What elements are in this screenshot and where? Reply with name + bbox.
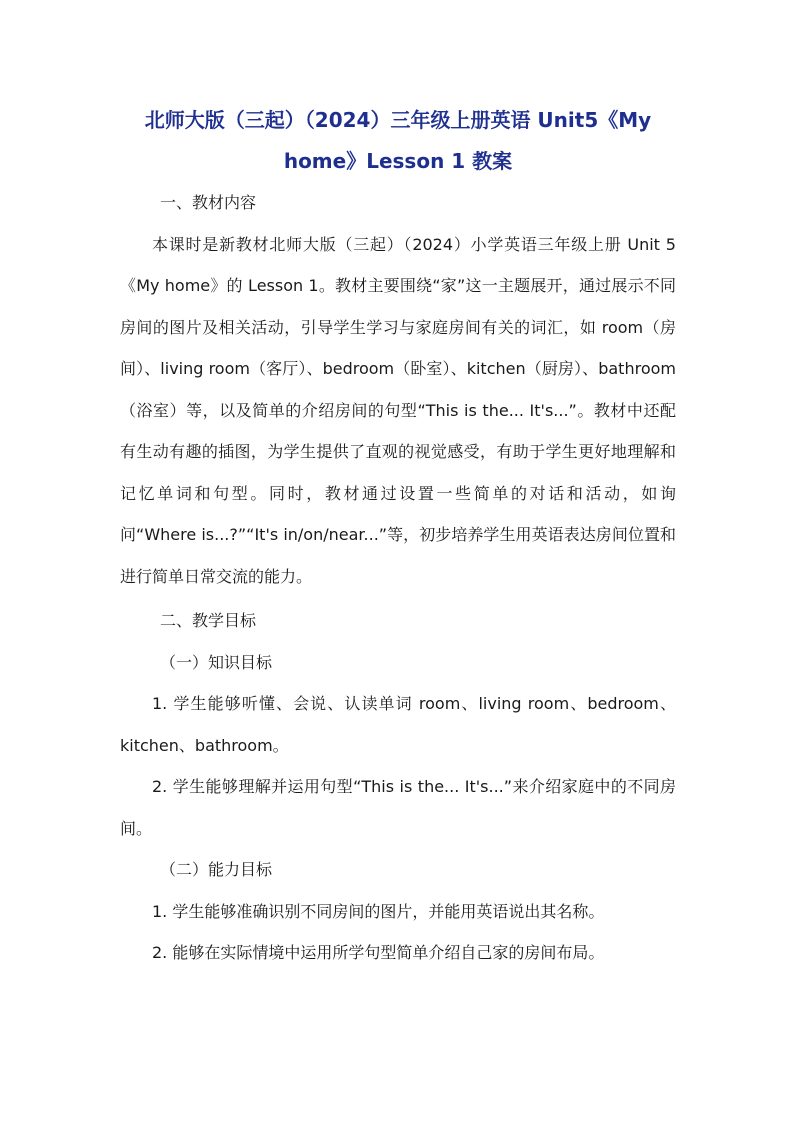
knowledge-goal-item: 2. 学生能够理解并运用句型“This is the... It's...”来介绍家庭中的不同房间。	[120, 777, 676, 838]
subheading-knowledge-goals: （一）知识目标	[160, 652, 273, 672]
section-heading-objectives: 二、教学目标	[160, 611, 257, 630]
ability-goal-item: 1. 学生能够准确识别不同房间的图片，并能用英语说出其名称。	[152, 901, 605, 921]
ability-goal-item: 2. 能够在实际情境中运用所学句型简单介绍自己家的房间布局。	[152, 943, 605, 962]
subheading-ability-goals: （二）能力目标	[160, 860, 273, 879]
materials-paragraph: 本课时是新教材北师大版（三起）（2024）小学英语三年级上册 Unit 5《My home》的 Lesson 1。教材主要围绕“家”这一主题展开，通过展示不同房间的图片及相关活动，引导学生学习与家庭房间有关的词汇，如 room（房间）、living room（客厅）、bedroom（卧室）、kitchen（厨房）、bathroom（浴室）等，以及简单的介绍房间的句型“This is the... It's...”。教材中还配有生动有趣的插图，为学生提供了直观的视觉感受，有助于学生更好地理解和记忆单词和句型。同时，教材通过设置一些简单的对话和活动，如询问“Where is...?”“It's in/on/near...”等，初步培养学生用英语表达房间位置和进行简单日常交流的能力。	[120, 234, 676, 586]
section-heading-materials: 一、教材内容	[160, 193, 257, 212]
knowledge-goal-item: 1. 学生能够听懂、会说、认读单词 room、living room、bedroom、kitchen、bathroom。	[120, 694, 676, 755]
document-title: 北师大版（三起）（2024）三年级上册英语 Unit5《My home》Lesson 1 教案	[144, 108, 652, 173]
